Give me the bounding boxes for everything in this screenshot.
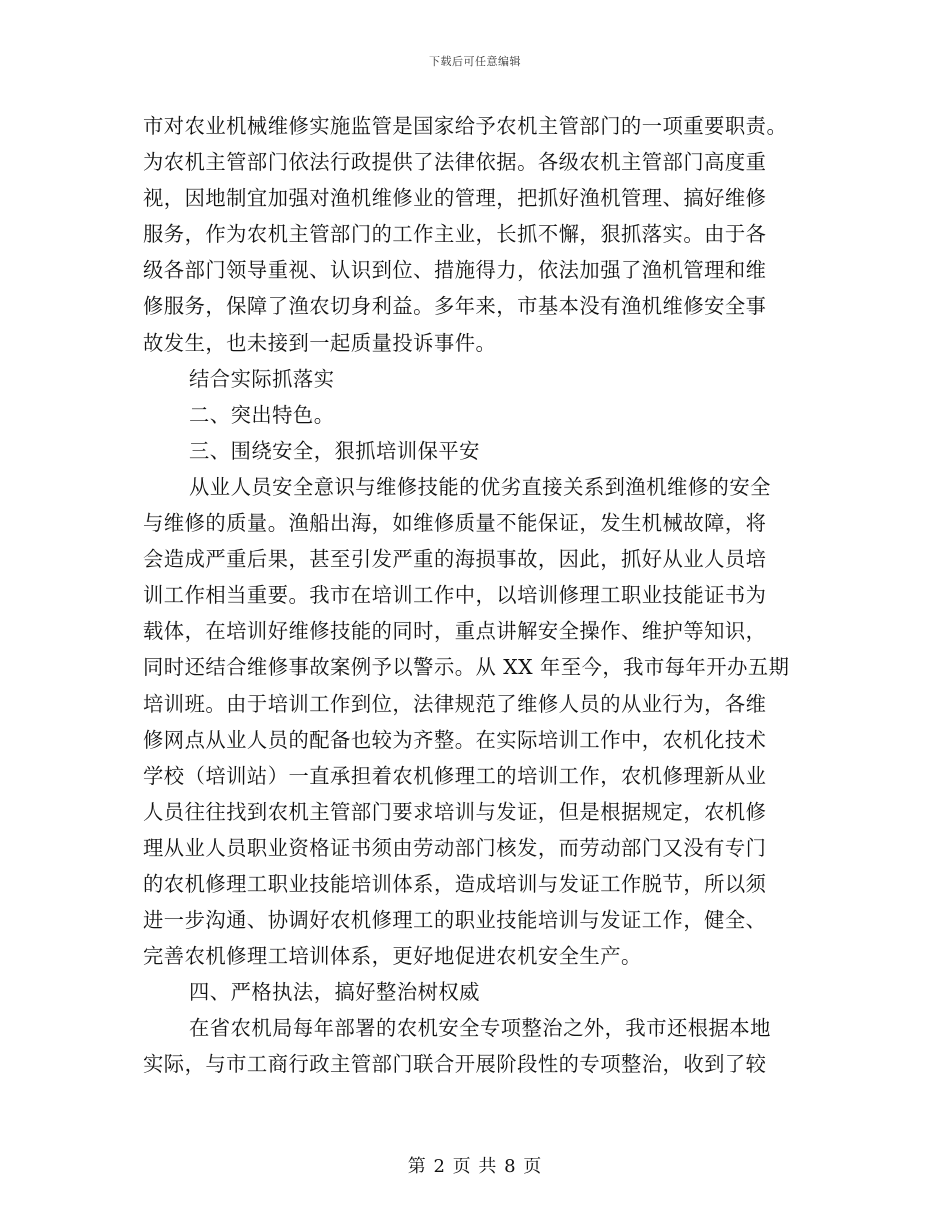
text-line: 同时还结合维修事故案例予以警示。从 XX 年至今，我市每年开办五期 xyxy=(143,655,790,680)
text-line: 视，因地制宜加强对渔机维修业的管理，把抓好渔机管理、搞好维修 xyxy=(143,186,767,211)
text-line: 四、严格执法，搞好整治树权威 xyxy=(189,980,480,1005)
document-body xyxy=(143,108,803,1083)
page-header: 下载后可任意编辑 xyxy=(429,55,521,68)
text-line: 三、围绕安全，狠抓培训保平安 xyxy=(189,438,480,463)
text-line: 进一步沟通、协调好农机修理工的职业技能培训与发证工作，健全、 xyxy=(143,908,767,933)
text-line: 实际，与市工商行政主管部门联合开展阶段性的专项整治，收到了较 xyxy=(143,1052,767,1077)
text-line: 市对农业机械维修实施监管是国家给予农机主管部门的一项重要职责。 xyxy=(143,114,788,138)
text-line: 载体，在培训好维修技能的同时，重点讲解安全操作、维护等知识， xyxy=(143,619,767,644)
text-line: 从业人员安全意识与维修技能的优劣直接关系到渔机维修的安全 xyxy=(189,474,771,499)
text-line: 的农机修理工职业技能培训体系，造成培训与发证工作脱节，所以须 xyxy=(143,871,767,896)
text-line: 理从业人员职业资格证书须由劳动部门核发，而劳动部门又没有专门 xyxy=(143,835,767,860)
text-line: 为农机主管部门依法行政提供了法律依据。各级农机主管部门高度重 xyxy=(143,150,767,175)
text-line: 级各部门领导重视、认识到位、措施得力，依法加强了渔机管理和维 xyxy=(143,258,767,283)
text-line: 完善农机修理工培训体系，更好地促进农机安全生产。 xyxy=(143,944,642,969)
text-line: 在省农机局每年部署的农机安全专项整治之外，我市还根据本地 xyxy=(189,1016,771,1041)
text-line: 培训班。由于培训工作到位，法律规范了维修人员的从业行为，各维 xyxy=(143,691,767,716)
text-line: 二、突出特色。 xyxy=(189,402,335,427)
text-line: 学校（培训站）一直承担着农机修理工的培训工作，农机修理新从业 xyxy=(143,763,767,788)
text-line: 故发生，也未接到一起质量投诉事件。 xyxy=(143,330,497,355)
text-line: 修网点从业人员的配备也较为齐整。在实际培训工作中，农机化技术 xyxy=(143,727,767,752)
text-line: 人员往往找到农机主管部门要求培训与发证，但是根据规定，农机修 xyxy=(143,799,767,824)
text-line: 修服务，保障了渔农切身利益。多年来，市基本没有渔机维修安全事 xyxy=(143,294,767,319)
text-line: 与维修的质量。渔船出海，如维修质量不能保证，发生机械故障，将 xyxy=(143,511,767,536)
text-line: 结合实际抓落实 xyxy=(189,366,335,391)
page-number: 第 2 页 共 8 页 xyxy=(407,1156,543,1177)
text-line: 服务，作为农机主管部门的工作主业，长抓不懈，狠抓落实。由于各 xyxy=(143,222,767,247)
text-line: 训工作相当重要。我市在培训工作中，以培训修理工职业技能证书为 xyxy=(143,583,767,608)
text-line: 会造成严重后果，甚至引发严重的海损事故，因此，抓好从业人员培 xyxy=(143,547,767,572)
